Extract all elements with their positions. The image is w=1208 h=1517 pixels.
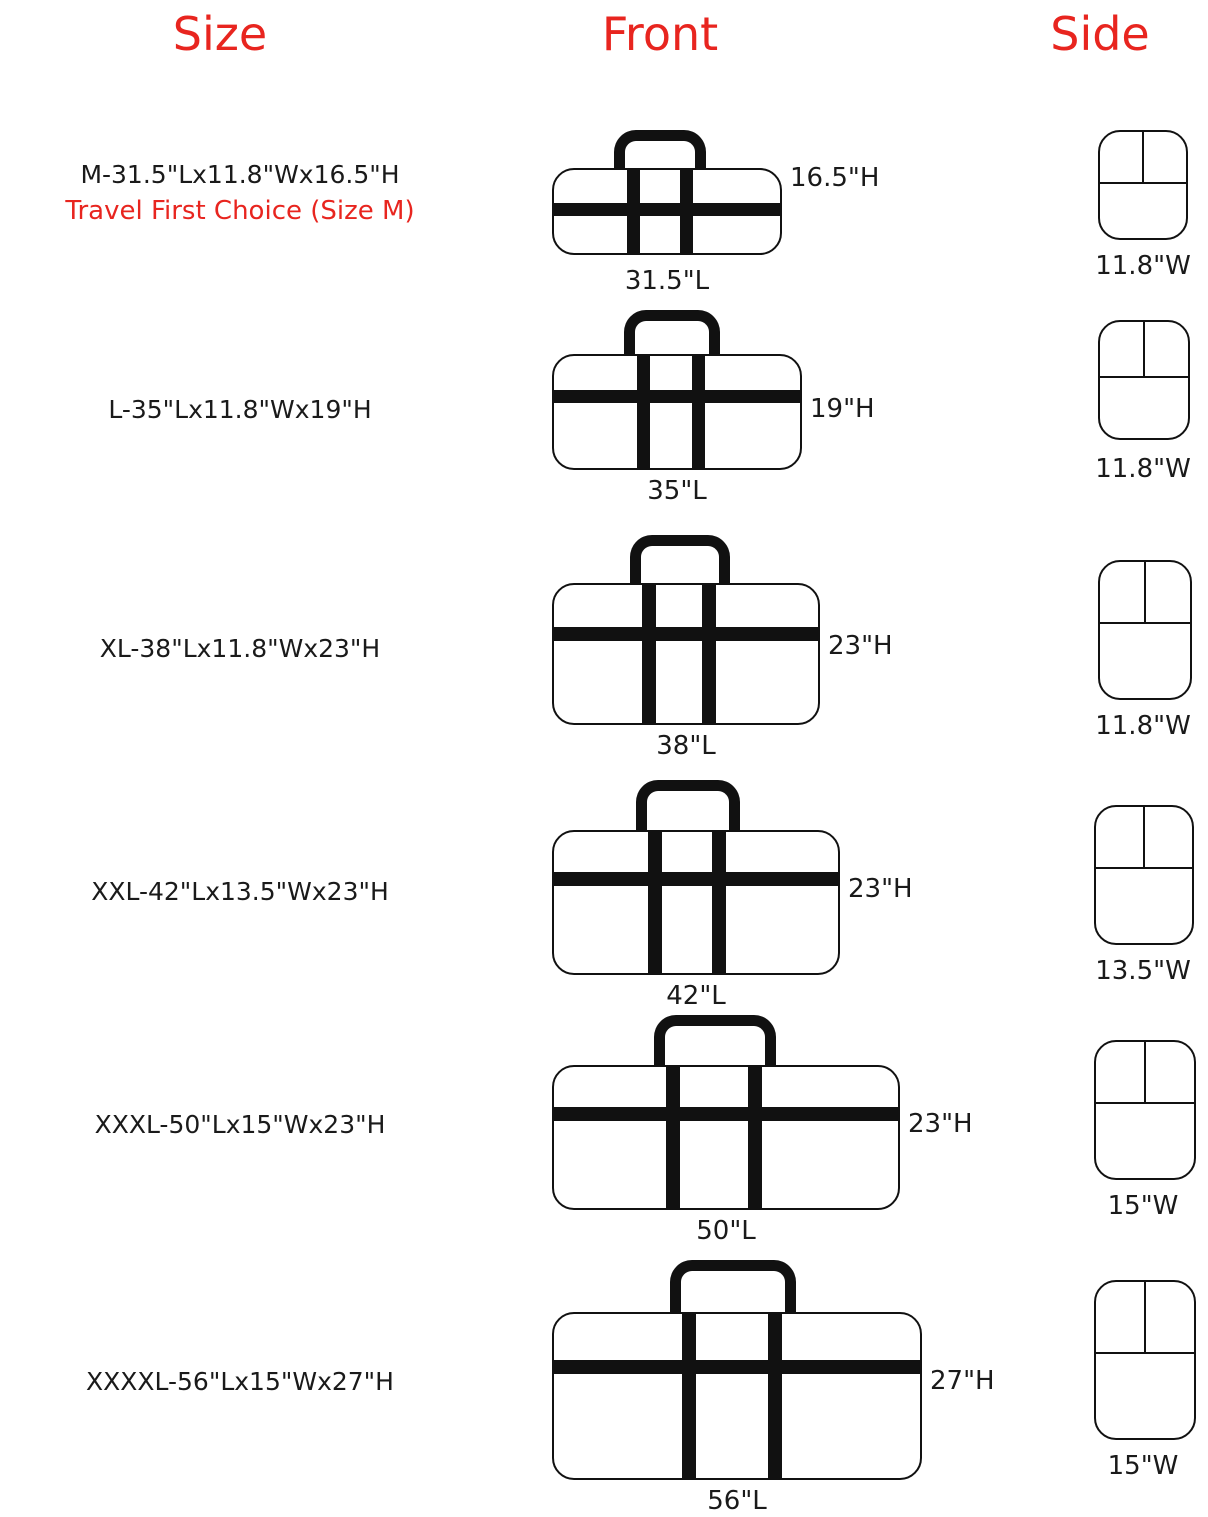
side-width-label: 15"W (1107, 1191, 1179, 1221)
bag-handle-icon (630, 535, 730, 587)
bag-strap-horizontal (552, 203, 782, 216)
bag-front-view (552, 535, 820, 725)
size-label-highlight: Travel First Choice (Size M) (65, 196, 415, 226)
bag-front-view (552, 1015, 900, 1210)
bag-strap-vertical-left (682, 1312, 696, 1480)
bag-handle-icon (624, 310, 720, 358)
bag-side-view (1094, 805, 1194, 945)
side-width-label: 11.8"W (1095, 711, 1191, 741)
bag-strap-vertical-right (702, 583, 716, 725)
size-row (0, 530, 1208, 760)
bag-strap-vertical-right (712, 830, 726, 975)
side-divider-horizontal (1094, 867, 1194, 869)
bag-side-view (1094, 1280, 1196, 1440)
bag-body (552, 830, 840, 975)
bag-handle-icon (654, 1015, 776, 1071)
bag-strap-horizontal (552, 1360, 922, 1374)
side-width-label: 11.8"W (1095, 454, 1191, 484)
bag-side-view (1098, 130, 1188, 240)
front-length-label: 56"L (707, 1486, 767, 1516)
bag-strap-horizontal (552, 872, 840, 886)
header-front: Front (601, 7, 719, 61)
bag-strap-vertical-left (627, 168, 640, 255)
size-label (20, 158, 460, 230)
size-row (0, 1255, 1208, 1516)
size-label (20, 632, 460, 666)
bag-front-view (552, 310, 802, 470)
bag-body (552, 1065, 900, 1210)
front-length-label: 38"L (656, 731, 716, 761)
bag-strap-vertical-right (748, 1065, 762, 1210)
bag-strap-vertical-left (666, 1065, 680, 1210)
size-label (20, 1108, 460, 1142)
side-divider-vertical (1142, 130, 1144, 182)
bag-strap-vertical-left (642, 583, 656, 725)
side-divider-horizontal (1098, 182, 1188, 184)
side-width-label: 13.5"W (1095, 956, 1191, 986)
side-width-label: 15"W (1107, 1451, 1179, 1481)
side-divider-horizontal (1098, 376, 1190, 378)
front-length-label: 31.5"L (624, 266, 710, 296)
bag-body (552, 354, 802, 470)
bag-front-view (552, 780, 840, 975)
size-label-text: L-35"Lx11.8"Wx19"H (108, 395, 372, 424)
bag-body (552, 583, 820, 725)
size-row (0, 1010, 1208, 1250)
bag-handle-icon (670, 1260, 796, 1318)
size-row (0, 305, 1208, 505)
size-label-text: M-31.5"Lx11.8"Wx16.5"H (80, 160, 400, 189)
side-width-label: 11.8"W (1095, 251, 1191, 281)
side-divider-vertical (1144, 560, 1146, 622)
size-row (0, 100, 1208, 300)
side-divider-vertical (1144, 1040, 1146, 1102)
size-label-text: XXXXL-56"Lx15"Wx27"H (86, 1367, 394, 1396)
bag-front-view (552, 130, 782, 255)
bag-strap-vertical-right (692, 354, 705, 470)
front-height-label: 16.5"H (790, 163, 880, 193)
side-divider-vertical (1143, 805, 1145, 867)
front-length-label: 42"L (666, 981, 726, 1011)
side-divider-horizontal (1094, 1352, 1196, 1354)
size-label-text: XXL-42"Lx13.5"Wx23"H (91, 877, 389, 906)
bag-strap-horizontal (552, 1107, 900, 1121)
side-divider-vertical (1144, 1280, 1146, 1352)
front-height-label: 23"H (828, 631, 893, 661)
size-label-text: XXXL-50"Lx15"Wx23"H (94, 1110, 386, 1139)
size-label-text: XL-38"Lx11.8"Wx23"H (99, 634, 381, 663)
bag-strap-vertical-right (680, 168, 693, 255)
bag-side-view (1098, 320, 1190, 440)
side-divider-horizontal (1098, 622, 1192, 624)
bag-strap-vertical-right (768, 1312, 782, 1480)
size-row (0, 775, 1208, 1011)
size-label (20, 1365, 460, 1399)
front-height-label: 23"H (908, 1109, 973, 1139)
size-label (20, 393, 460, 427)
bag-strap-vertical-left (637, 354, 650, 470)
front-height-label: 19"H (810, 394, 875, 424)
side-divider-horizontal (1094, 1102, 1196, 1104)
chart-header (0, 0, 1208, 70)
side-divider-vertical (1143, 320, 1145, 376)
bag-strap-horizontal (552, 627, 820, 641)
bag-handle-icon (636, 780, 740, 835)
bag-handle-icon (614, 130, 706, 172)
bag-strap-horizontal (552, 390, 802, 403)
front-height-label: 27"H (930, 1366, 995, 1396)
front-height-label: 23"H (848, 874, 913, 904)
header-size: Size (172, 7, 268, 61)
header-side: Side (1050, 7, 1150, 61)
bag-side-view (1094, 1040, 1196, 1180)
front-length-label: 50"L (696, 1216, 756, 1246)
bag-body (552, 1312, 922, 1480)
front-length-label: 35"L (647, 476, 707, 506)
bag-side-view (1098, 560, 1192, 700)
bag-strap-vertical-left (648, 830, 662, 975)
bag-front-view (552, 1260, 922, 1480)
size-label (20, 875, 460, 909)
